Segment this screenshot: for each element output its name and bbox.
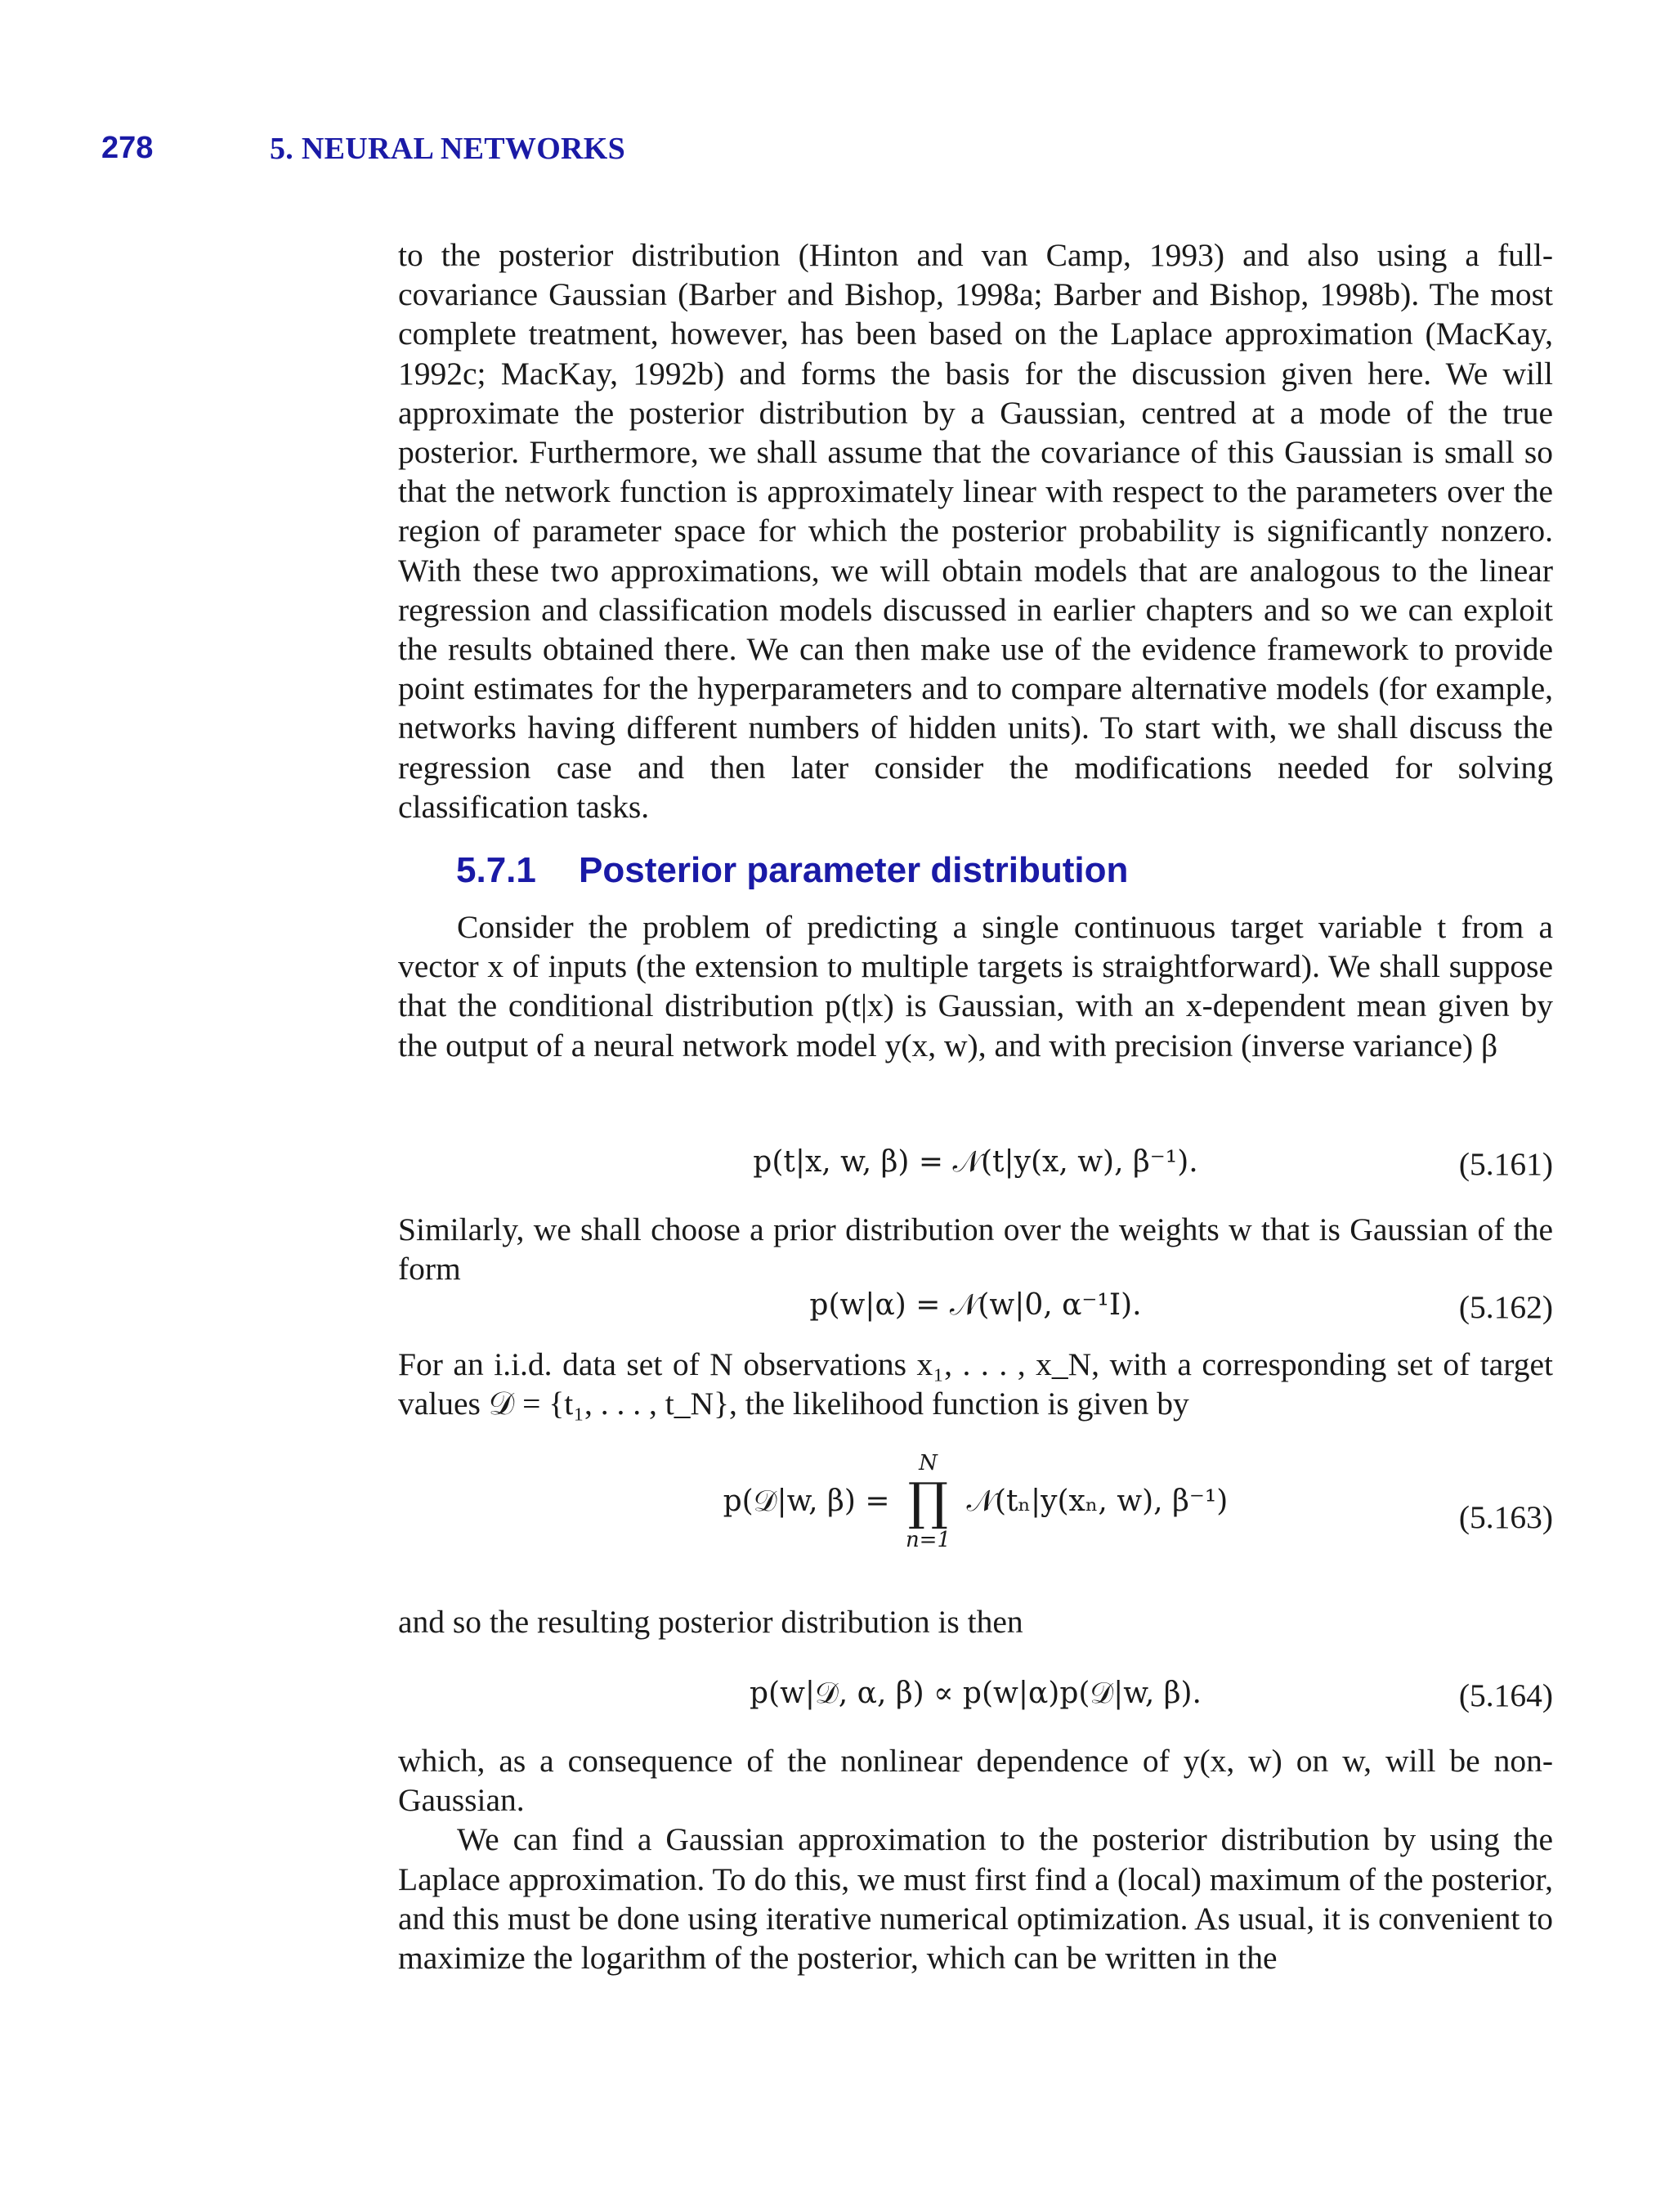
equation-rhs: 𝒩(tₙ|y(xₙ, w), β⁻¹) <box>966 1484 1229 1518</box>
product-operator <box>906 1451 951 1552</box>
section-number: 5.7.1 <box>456 850 536 890</box>
section-heading <box>456 850 1128 891</box>
paragraph-prior <box>398 1210 1553 1288</box>
paragraph-text: We can find a Gaussian approximation to the posterior distribution by using the Laplace approximation. To do this, we must first find a (local) maximum of the posterior, and this must be done using iterative numerical optimization. As usual, it is convenient to maximize the logarithm of the posterior, which can be written in the <box>398 1821 1553 1977</box>
equation-math: p(w|α) = 𝒩(w|0, α⁻¹I). <box>809 1288 1142 1322</box>
page-number: 278 <box>101 131 154 165</box>
equation-math: p(w|𝒟, α, β) ∝ p(w|α)p(𝒟|w, β). <box>749 1677 1202 1710</box>
paragraph-likelihood <box>398 1345 1553 1423</box>
paragraph-text: For an i.i.d. data set of N observations x₁, . . . , x_N, with a corresponding set of target values 𝒟 = {t₁, . . . , t_N}, the likelihood function is given by <box>398 1346 1553 1422</box>
product-upper-limit: N <box>919 1451 938 1475</box>
equation-5-161 <box>398 1140 1553 1189</box>
equation-number: (5.162) <box>1458 1289 1553 1325</box>
running-head: 5. NEURAL NETWORKS <box>270 132 626 166</box>
equation-number: (5.164) <box>1458 1677 1553 1713</box>
product-symbol-icon: ∏ <box>907 1471 949 1531</box>
product-lower-limit: n=1 <box>905 1528 951 1552</box>
equation-5-164 <box>398 1672 1553 1721</box>
equation-number: (5.163) <box>1458 1499 1553 1535</box>
paragraph-text: which, as a consequence of the nonlinear dependence of y(x, w) on w, will be non-Gaussian. <box>398 1743 1553 1819</box>
paragraph-nongaussian <box>398 1741 1553 1977</box>
paragraph-text: Consider the problem of predicting a single continuous target variable t from a vector x of inputs (the extension to multiple targets is straightforward). We shall suppose that the conditional distribution p(t|x) is Gaussian, with an x-dependent mean given by the output of a neural network model y(x, w), and with precision (inverse variance) β <box>398 909 1553 1063</box>
paragraph-text: Similarly, we shall choose a prior distribution over the weights w that is Gaussian of the form <box>398 1211 1553 1287</box>
equation-lhs: p(𝒟|w, β) = <box>723 1484 890 1518</box>
paragraph-posterior <box>398 1602 1553 1641</box>
paragraph-text: and so the resulting posterior distribution is then <box>398 1604 1023 1640</box>
equation-5-163 <box>398 1451 1553 1590</box>
section-title: Posterior parameter distribution <box>579 850 1129 890</box>
paragraph-problem <box>398 907 1553 1065</box>
equation-number: (5.161) <box>1458 1146 1553 1182</box>
equation-math: p(t|x, w, β) = 𝒩(t|y(x, w), β⁻¹). <box>753 1145 1198 1179</box>
equation-5-162 <box>398 1283 1553 1332</box>
paragraph-text: to the posterior distribution (Hinton and van Camp, 1993) and also using a full-covariance Gaussian (Barber and Bishop, 1998a; Barber and Bishop, 1998b). The most complete treatment, however, has been based on the Laplace approximation (MacKay, 1992c; MacKay, 1992b) and forms the basis for the discussion given here. We will approximate the posterior distribution by a Gaussian, centred at a mode of the true posterior. Furthermore, we shall assume that the covariance of this Gaussian is small so that the network function is approximately linear with respect to the parameters over the region of parameter space for which the posterior probability is significantly nonzero. With these two approximations, we will obtain models that are analogous to the linear regression and classification models discussed in earlier chapters and so we can exploit the results obtained there. We can then make use of the evidence framework to provide point estimates for the hyperparameters and to compare alternative models (for example, networks having different numbers of hidden units). To start with, we shall discuss the regression case and then later consider the modifications needed for solving classification tasks. <box>398 237 1553 825</box>
paragraph-intro <box>398 235 1553 826</box>
